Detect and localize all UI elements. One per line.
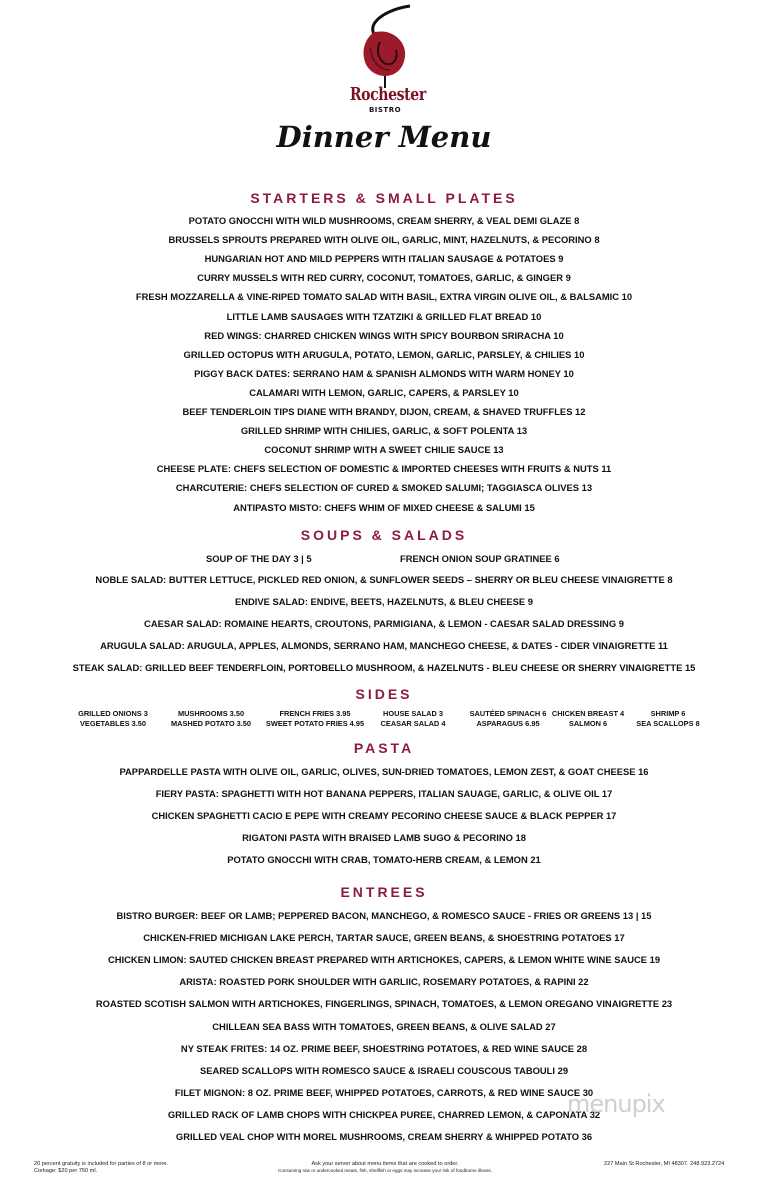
menu-item: CHEESE PLATE: CHEFS SELECTION OF DOMESTIC & IMPORTED CHEESES WITH FRUITS & NUTS 11	[156, 463, 612, 475]
menu-item: PAPPARDELLE PASTA WITH OLIVE OIL, GARLIC, OLIVES, SUN-DRIED TOMATOES, LEMON ZEST, & GOAT CHEESE 16	[119, 766, 649, 777]
menu-item: SEARED SCALLOPS WITH ROMESCO SAUCE & ISRAELI COUSCOUS TABOULI 29	[199, 1064, 569, 1076]
footer-gratuity: 20 percent gratuity is included for parties of 8 or more.	[34, 1161, 169, 1167]
menu-item: CALAMARI WITH LEMON, GARLIC, CAPERS, & PARSLEY 10	[249, 386, 519, 398]
menu-item: POTATO GNOCCHI WITH CRAB, TOMATO-HERB CREAM, & LEMON 21	[227, 854, 541, 865]
side-item: MUSHROOMS 3.50	[177, 709, 245, 718]
menu-item: ARUGULA SALAD: ARUGULA, APPLES, ALMONDS, SERRANO HAM, MANCHEGO CHEESE, & DATES - CIDER VINAIGRETTE 11	[100, 640, 668, 651]
menu-item: CAESAR SALAD: ROMAINE HEARTS, CROUTONS, PARMIGIANA, & LEMON - CAESAR SALAD DRESSING 9	[144, 618, 624, 629]
footer-middle	[240, 1161, 530, 1174]
menu-item: FIERY PASTA: SPAGHETTI WITH HOT BANANA PEPPERS, ITALIAN SAUAGE, GARLIC, & OLIVE OIL 17	[155, 788, 613, 799]
menu-item: GRILLED OCTOPUS WITH ARUGULA, POTATO, LEMON, GARLIC, PARSLEY, & CHILIES 10	[183, 348, 585, 360]
menu-item: POTATO GNOCCHI WITH WILD MUSHROOMS, CREAM SHERRY, & VEAL DEMI GLAZE 8	[188, 215, 580, 226]
footer-left	[34, 1161, 168, 1174]
menu-item: NOBLE SALAD: BUTTER LETTUCE, PICKLED RED ONION, & SUNFLOWER SEEDS – SHERRY OR BLEU CHEESE VINAIGRETTE 8	[95, 574, 673, 585]
soup-row	[0, 553, 768, 567]
menu-item: BISTRO BURGER: BEEF OR LAMB; PEPPERED BACON, MANCHEGO, & ROMESCO SAUCE - FRIES OR GREENS 13 | 15	[116, 910, 652, 921]
footer-corkage: Corkage: $20 per 750 ml.	[34, 1167, 98, 1174]
menu-item: GRILLED SHRIMP WITH CHILIES, GARLIC, & SOFT POLENTA 13	[240, 425, 528, 437]
side-item: CEASAR SALAD 4	[380, 719, 446, 728]
menu-item: LITTLE LAMB SAUSAGES WITH TZATZIKI & GRILLED FLAT BREAD 10	[226, 310, 542, 322]
section-title-sides: SIDES	[355, 686, 413, 702]
menu-item: GRILLED VEAL CHOP WITH MOREL MUSHROOMS, CREAM SHERRY & WHIPPED POTATO 36	[175, 1131, 593, 1142]
section-title-starters: STARTERS & SMALL PLATES	[250, 190, 518, 206]
side-item: SEA SCALLOPS 8	[636, 719, 700, 728]
menu-item: FRESH MOZZARELLA & VINE-RIPED TOMATO SALAD WITH BASIL, EXTRA VIRGIN OLIVE OIL, & BALSAMIC 10	[135, 291, 633, 303]
side-item: SHRIMP 6	[650, 709, 686, 718]
menu-item: NY STEAK FRITES: 14 OZ. PRIME BEEF, SHOESTRING POTATOES, & RED WINE SAUCE 28	[180, 1042, 588, 1054]
page-title: Dinner Menu	[276, 120, 492, 154]
side-item: FRENCH FRIES 3.95	[279, 709, 351, 718]
menu-item: STEAK SALAD: GRILLED BEEF TENDERFLOIN, PORTOBELLO MUSHROOM, & HAZELNUTS - BLEU CHEESE OR SHERRY VINAIGRETTE 15	[72, 662, 696, 673]
footer-address: 227 Main St Rochester, MI 48307. 248.923.2724	[604, 1161, 725, 1167]
menu-item: FILET MIGNON: 8 OZ. PRIME BEEF, WHIPPED POTATOES, CARROTS, & RED WINE SAUCE 30	[174, 1086, 594, 1098]
side-item: CHICKEN BREAST 4	[551, 709, 625, 718]
menu-item: COCONUT SHRIMP WITH A SWEET CHILIE SAUCE 13	[264, 444, 504, 456]
menu-item: RED WINGS: CHARRED CHICKEN WINGS WITH SPICY BOURBON SRIRACHA 10	[204, 329, 564, 341]
section-title-soups: SOUPS & SALADS	[300, 527, 468, 543]
menu-item: CURRY MUSSELS WITH RED CURRY, COCONUT, TOMATOES, GARLIC, & GINGER 9	[197, 272, 571, 284]
side-item: ASPARAGUS 6.95	[476, 719, 540, 728]
bistro-logo	[340, 2, 430, 124]
section-title-pasta: PASTA	[353, 740, 415, 756]
menu-item: CHILLEAN SEA BASS WITH TOMATOES, GREEN BEANS, & OLIVE SALAD 27	[212, 1020, 556, 1032]
menu-item: ANTIPASTO MISTO: CHEFS WHIM OF MIXED CHEESE & SALUMI 15	[233, 501, 535, 513]
section-title-entrees: ENTREES	[340, 884, 428, 900]
side-item: VEGETABLES 3.50	[80, 719, 146, 728]
side-item: HOUSE SALAD 3	[383, 709, 443, 718]
menu-item: HUNGARIAN HOT AND MILD PEPPERS WITH ITALIAN SAUSAGE & POTATOES 9	[204, 253, 564, 265]
menu-item: BRUSSELS SPROUTS PREPARED WITH OLIVE OIL, GARLIC, MINT, HAZELNUTS, & PECORINO 8	[168, 234, 600, 246]
menu-item: ARISTA: ROASTED PORK SHOULDER WITH GARLIIC, ROSEMARY POTATOES, & RAPINI 22	[179, 976, 589, 988]
side-item: MASHED POTATO 3.50	[170, 719, 252, 728]
menu-item: RIGATONI PASTA WITH BRAISED LAMB SUGO & PECORINO 18	[242, 832, 526, 843]
brand-name: Rochester	[349, 84, 426, 105]
menu-item: ROASTED SCOTISH SALMON WITH ARTICHOKES, FINGERLINGS, SPINACH, TOMATOES, & LEMON OREGANO VINAIGRETTE 23	[95, 998, 673, 1010]
side-item: SWEET POTATO FRIES 4.95	[265, 719, 365, 728]
menu-item: CHICKEN LIMON: SAUTED CHICKEN BREAST PREPARED WITH ARTICHOKES, CAPERS, & LEMON WHITE WINE SAUCE 19	[107, 954, 661, 966]
menu-item: PIGGY BACK DATES: SERRANO HAM & SPANISH ALMONDS WITH WARM HONEY 10	[194, 367, 574, 379]
french-onion-soup: FRENCH ONION SOUP GRATINEE 6	[400, 553, 560, 564]
watermark: menupix	[567, 1090, 665, 1118]
wine-glass-swirl-icon	[340, 2, 430, 92]
menu-item: ENDIVE SALAD: ENDIVE, BEETS, HAZELNUTS, & BLEU CHEESE 9	[235, 596, 533, 607]
menu-item: CHICKEN-FRIED MICHIGAN LAKE PERCH, TARTAR SAUCE, GREEN BEANS, & SHOESTRING POTATOES 17	[143, 932, 625, 944]
side-item: SALMON 6	[568, 719, 608, 728]
menu-item: BEEF TENDERLOIN TIPS DIANE WITH BRANDY, DIJON, CREAM, & SHAVED TRUFFLES 12	[182, 406, 586, 417]
menu-item: CHICKEN SPAGHETTI CACIO E PEPE WITH CREAMY PECORINO CHEESE SAUCE & BLACK PEPPER 17	[151, 810, 617, 821]
side-item: GRILLED ONIONS 3	[78, 709, 148, 718]
soup-of-the-day: SOUP OF THE DAY 3 | 5	[206, 553, 312, 564]
footer-ask-server: Ask your server about menu items that are cooked to order.	[311, 1161, 459, 1167]
footer-consumer-warning: Consuming raw or undercooked meats, fish, shellfish or eggs may increase your risk of foodborne illness.	[278, 1167, 492, 1173]
menu-item: GRILLED RACK OF LAMB CHOPS WITH CHICKPEA PUREE, CHARRED LEMON, & CAPONATA 32	[167, 1108, 601, 1120]
brand-sub: BISTRO	[368, 106, 402, 114]
side-item: SAUTÉED SPINACH 6	[469, 709, 547, 718]
menu-item: CHARCUTERIE: CHEFS SELECTION OF CURED & SMOKED SALUMI; TAGGIASCA OLIVES 13	[175, 482, 593, 494]
